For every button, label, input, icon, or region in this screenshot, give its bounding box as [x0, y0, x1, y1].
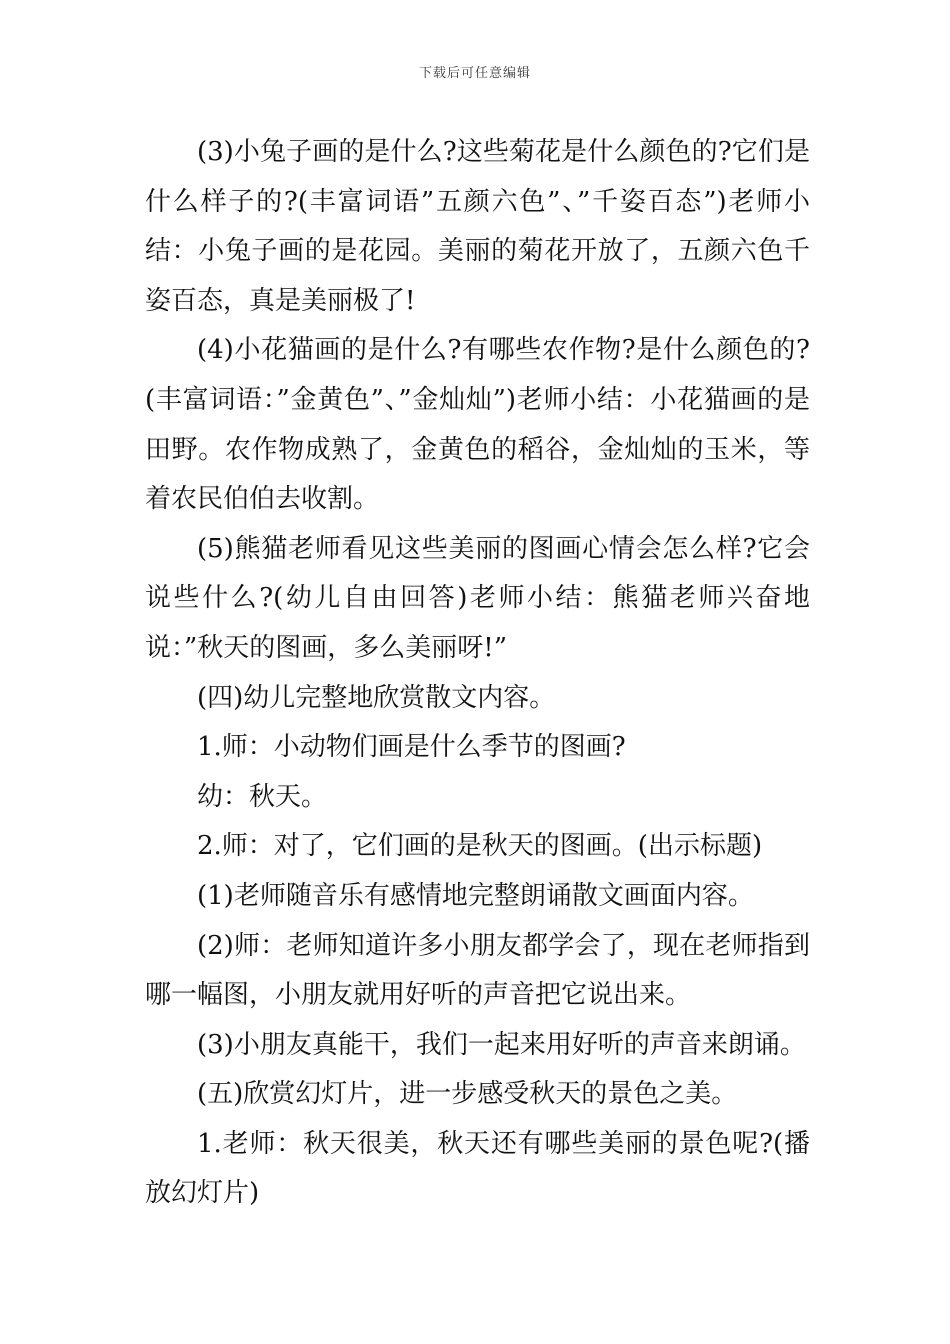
section-heading-four: (四)幼儿完整地欣赏散文内容。 — [197, 682, 556, 713]
paragraph-recite-music: (1)老师随音乐有感情地完整朗诵散文画面内容。 — [197, 880, 754, 911]
paragraph-panda-teacher: (5)熊猫老师看见这些美丽的图画心情会怎么样?它会说些什么?(幼儿自由回答)老师小结：熊猫老师兴奋地说：”秋天的图画，多么美丽呀!” — [145, 533, 810, 663]
document-body — [145, 128, 810, 1219]
paragraph-point-picture: (2)师：老师知道许多小朋友都学会了，现在老师指到哪一幅图，小朋友就用好听的声音把它说出来。 — [145, 930, 810, 1011]
paragraph-teacher-question: 1.师：小动物们画是什么季节的图画? — [197, 732, 626, 763]
paragraph-recite-together: (3)小朋友真能干，我们一起来用好听的声音来朗诵。 — [197, 1029, 806, 1060]
paragraph-rabbit-drawing: (3)小兔子画的是什么?这些菊花是什么颜色的?它们是什么样子的?(丰富词语”五颜六色”、”千姿百态”)老师小结：小兔子画的是花园。美丽的菊花开放了，五颜六色千姿百态，真是美丽极了! — [145, 137, 810, 316]
paragraph-child-answer: 幼：秋天。 — [197, 781, 328, 812]
section-heading-five: (五)欣赏幻灯片，进一步感受秋天的景色之美。 — [197, 1079, 738, 1110]
paragraph-teacher-title: 2.师：对了，它们画的是秋天的图画。(出示标题) — [197, 831, 763, 862]
paragraph-slides: 1.老师：秋天很美，秋天还有哪些美丽的景色呢?(播放幻灯片) — [145, 1128, 810, 1209]
page-header: 下载后可任意编辑 — [418, 66, 531, 81]
paragraph-cat-drawing: (4)小花猫画的是什么?有哪些农作物?是什么颜色的?(丰富词语：”金黄色”、”金灿灿”)老师小结：小花猫画的是田野。农作物成熟了，金黄色的稻谷，金灿灿的玉米，等着农民伯伯去收割。 — [145, 335, 810, 515]
